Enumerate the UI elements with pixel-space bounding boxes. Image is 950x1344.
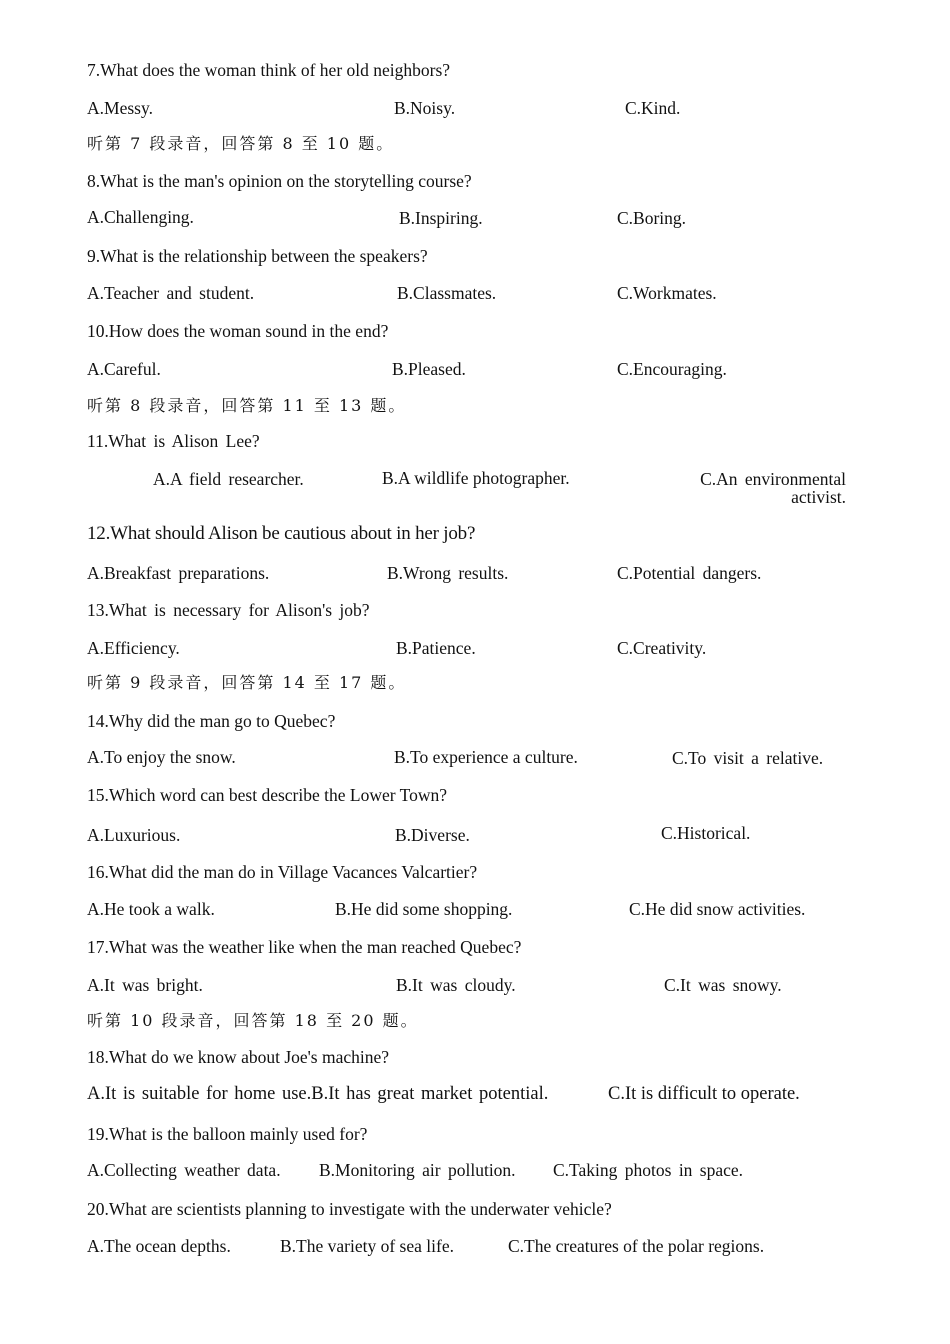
q13-option-a: A.Efficiency. — [87, 638, 180, 658]
q12-option-b: B.Wrong results. — [387, 563, 509, 583]
q20-option-c: C.The creatures of the polar regions. — [508, 1236, 765, 1256]
q14-option-b: B.To experience a culture. — [394, 747, 578, 767]
question-15: 15.Which word can best describe the Lower Town? — [87, 785, 447, 805]
q12-option-a: A.Breakfast preparations. — [87, 563, 270, 583]
q15-option-c: C.Historical. — [661, 823, 751, 843]
q16-option-c: C.He did snow activities. — [629, 899, 806, 919]
q17-option-c: C.It was snowy. — [664, 975, 782, 995]
q17-option-b: B.It was cloudy. — [396, 975, 516, 995]
q10-option-b: B.Pleased. — [392, 359, 466, 379]
q11-option-c-line2: activist. — [791, 487, 846, 507]
q8-option-a: A.Challenging. — [87, 207, 194, 227]
question-13: 13.What is necessary for Alison's job? — [87, 600, 370, 620]
q15-option-b: B.Diverse. — [395, 825, 470, 845]
q20-option-b: B.The variety of sea life. — [280, 1236, 454, 1256]
q7-option-b: B.Noisy. — [394, 98, 456, 118]
q13-option-b: B.Patience. — [396, 638, 476, 658]
q7-option-c: C.Kind. — [625, 98, 681, 118]
section-heading-9: 听第 9 段录音，回答第 14 至 17 题。 — [87, 673, 407, 692]
q10-option-a: A.Careful. — [87, 359, 161, 379]
q11-option-c-line1: C.An environmental — [700, 469, 846, 489]
q8-option-c: C.Boring. — [617, 208, 687, 228]
q18-option-c: C.It is difficult to operate. — [608, 1084, 800, 1104]
q12-option-c: C.Potential dangers. — [617, 563, 762, 583]
q8-option-b: B.Inspiring. — [399, 208, 483, 228]
q10-option-c: C.Encouraging. — [617, 359, 727, 379]
question-17: 17.What was the weather like when the man reached Quebec? — [87, 937, 522, 957]
q18-option-ab: A.It is suitable for home use.B.It has great market potential. — [87, 1084, 549, 1104]
q20-option-a: A.The ocean depths. — [87, 1236, 231, 1256]
question-19: 19.What is the balloon mainly used for? — [87, 1124, 368, 1144]
q14-option-a: A.To enjoy the snow. — [87, 747, 236, 767]
question-20: 20.What are scientists planning to investigate with the underwater vehicle? — [87, 1199, 612, 1219]
question-14: 14.Why did the man go to Quebec? — [87, 711, 336, 731]
q19-option-b: B.Monitoring air pollution. — [319, 1160, 516, 1180]
q17-option-a: A.It was bright. — [87, 975, 203, 995]
question-12: 12.What should Alison be cautious about in her job? — [87, 523, 476, 544]
q16-option-b: B.He did some shopping. — [335, 899, 513, 919]
q19-option-c: C.Taking photos in space. — [553, 1160, 744, 1180]
q11-option-a: A.A field researcher. — [153, 469, 304, 489]
question-10: 10.How does the woman sound in the end? — [87, 321, 389, 341]
q13-option-c: C.Creativity. — [617, 638, 707, 658]
q9-option-c: C.Workmates. — [617, 283, 717, 303]
question-8: 8.What is the man's opinion on the storytelling course? — [87, 171, 472, 191]
q14-option-c: C.To visit a relative. — [672, 748, 824, 768]
q9-option-b: B.Classmates. — [397, 283, 497, 303]
question-16: 16.What did the man do in Village Vacances Valcartier? — [87, 862, 478, 882]
q11-option-b: B.A wildlife photographer. — [382, 468, 570, 488]
q16-option-a: A.He took a walk. — [87, 899, 215, 919]
question-7: 7.What does the woman think of her old neighbors? — [87, 60, 451, 80]
question-11: 11.What is Alison Lee? — [87, 431, 260, 451]
q7-option-a: A.Messy. — [87, 98, 153, 118]
q9-option-a: A.Teacher and student. — [87, 283, 255, 303]
section-heading-7: 听第 7 段录音，回答第 8 至 10 题。 — [87, 134, 395, 153]
q19-option-a: A.Collecting weather data. — [87, 1160, 281, 1180]
question-18: 18.What do we know about Joe's machine? — [87, 1047, 390, 1067]
section-heading-10: 听第 10 段录音，回答第 18 至 20 题。 — [87, 1011, 419, 1030]
section-heading-8: 听第 8 段录音，回答第 11 至 13 题。 — [87, 396, 407, 415]
q15-option-a: A.Luxurious. — [87, 825, 181, 845]
question-9: 9.What is the relationship between the speakers? — [87, 246, 428, 266]
